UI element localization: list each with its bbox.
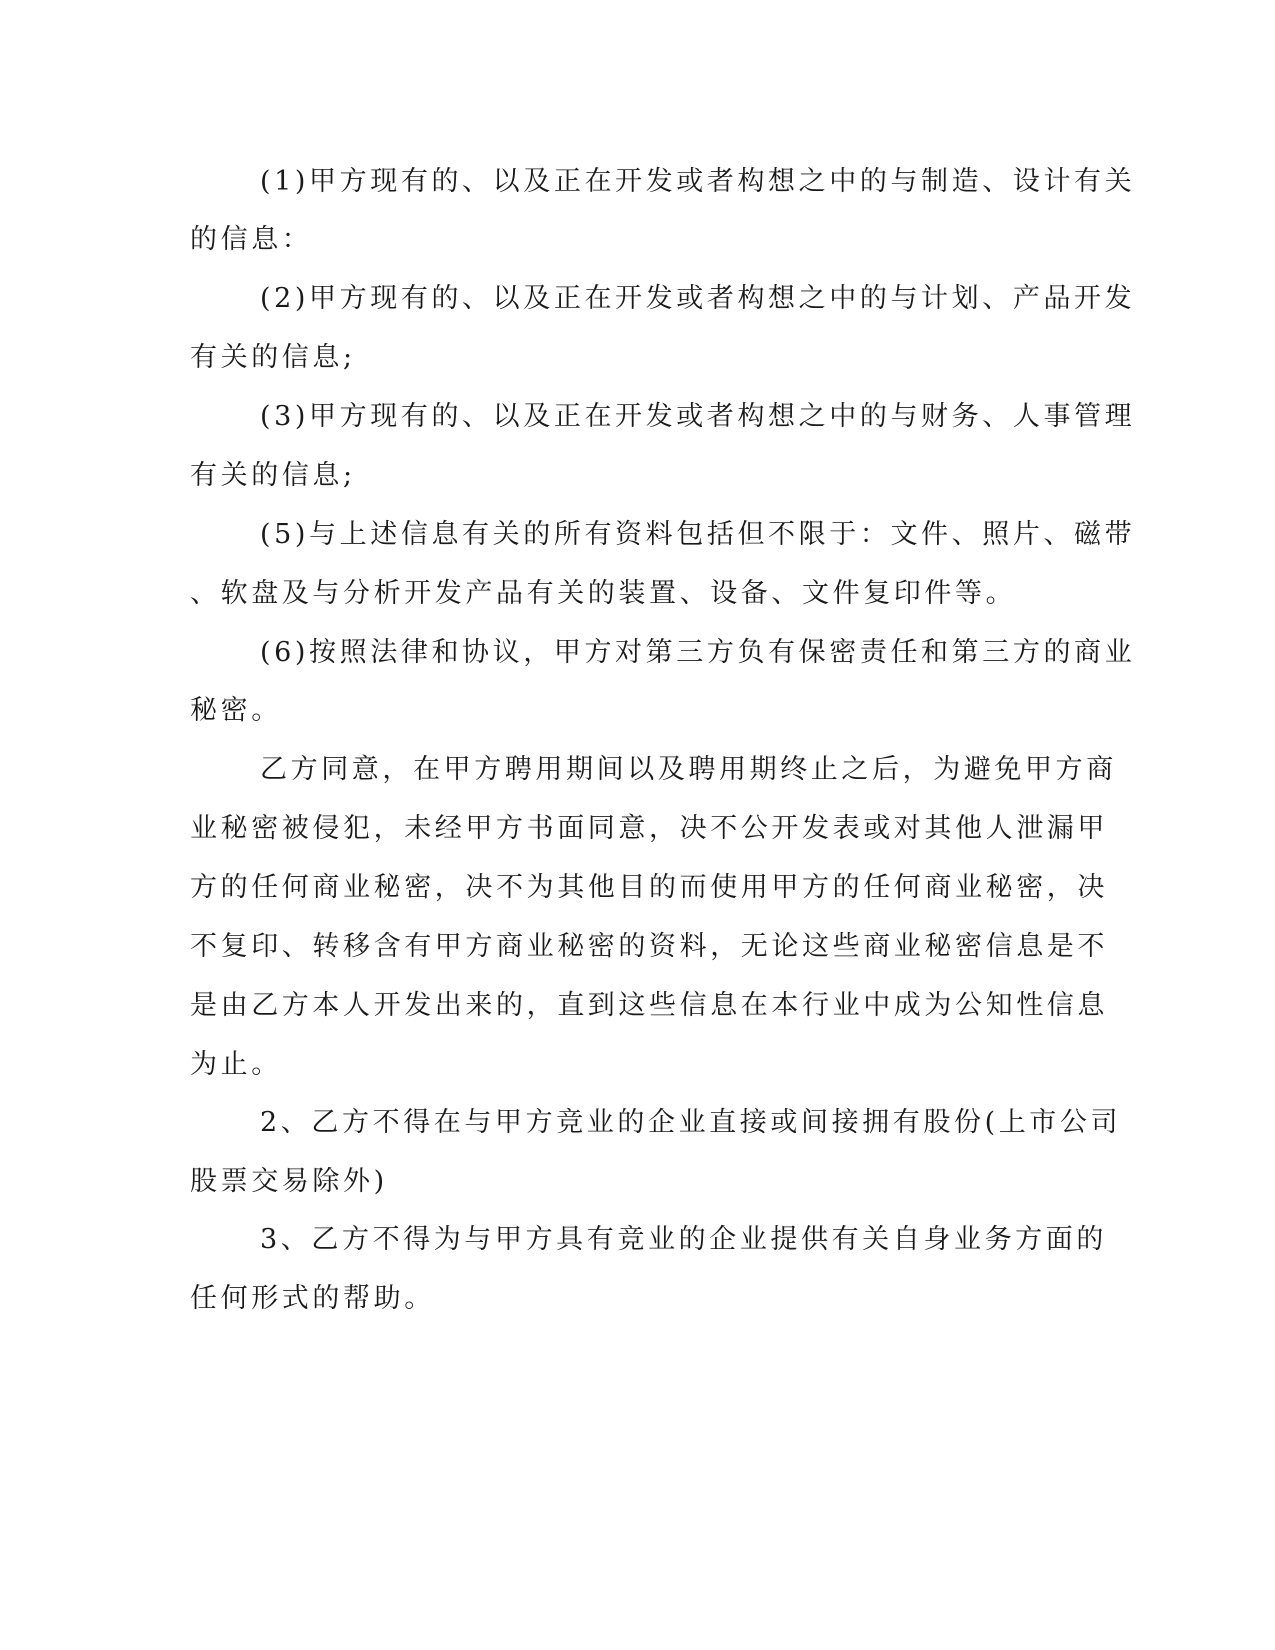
clause-3-line-2: 有关的信息; — [190, 460, 356, 491]
clause-6-line-1: (6)按照法律和协议，甲方对第三方负有保密责任和第三方的商业 — [260, 637, 1136, 668]
party-b-agreement-line-2: 业秘密被侵犯，未经甲方书面同意，决不公开发表或对其他人泄漏甲 — [190, 813, 1108, 844]
party-b-agreement-line-4: 不复印、转移含有甲方商业秘密的资料，无论这些商业秘密信息是不 — [190, 931, 1108, 962]
clause-1-line-1: (1)甲方现有的、以及正在开发或者构想之中的与制造、设计有关 — [260, 166, 1136, 197]
article-3-line-1: 3、乙方不得为与甲方具有竞业的企业提供有关自身业务方面的 — [260, 1224, 1107, 1255]
clause-2-line-1: (2)甲方现有的、以及正在开发或者构想之中的与计划、产品开发 — [260, 283, 1136, 314]
clause-5-line-2: 、软盘及与分析开发产品有关的装置、设备、文件复印件等。 — [190, 578, 1017, 609]
clause-6-line-2: 秘密。 — [190, 695, 282, 726]
article-3-line-2: 任何形式的帮助。 — [190, 1283, 435, 1314]
clause-5-line-1: (5)与上述信息有关的所有资料包括但不限于：文件、照片、磁带 — [260, 519, 1136, 550]
party-b-agreement-line-3: 方的任何商业秘密，决不为其他目的而使用甲方的任何商业秘密，决 — [190, 872, 1108, 903]
clause-3-line-1: (3)甲方现有的、以及正在开发或者构想之中的与财务、人事管理 — [260, 401, 1136, 432]
clause-2-line-2: 有关的信息; — [190, 342, 356, 373]
article-2-line-1: 2、乙方不得在与甲方竞业的企业直接或间接拥有股份(上市公司 — [260, 1107, 1122, 1138]
party-b-agreement-line-1: 乙方同意，在甲方聘用期间以及聘用期终止之后，为避免甲方商 — [260, 754, 1117, 785]
clause-1-line-2: 的信息： — [190, 224, 313, 255]
article-2-line-2: 股票交易除外) — [190, 1166, 388, 1197]
party-b-agreement-line-6: 为止。 — [190, 1049, 282, 1080]
party-b-agreement-line-5: 是由乙方本人开发出来的，直到这些信息在本行业中成为公知性信息 — [190, 990, 1108, 1021]
